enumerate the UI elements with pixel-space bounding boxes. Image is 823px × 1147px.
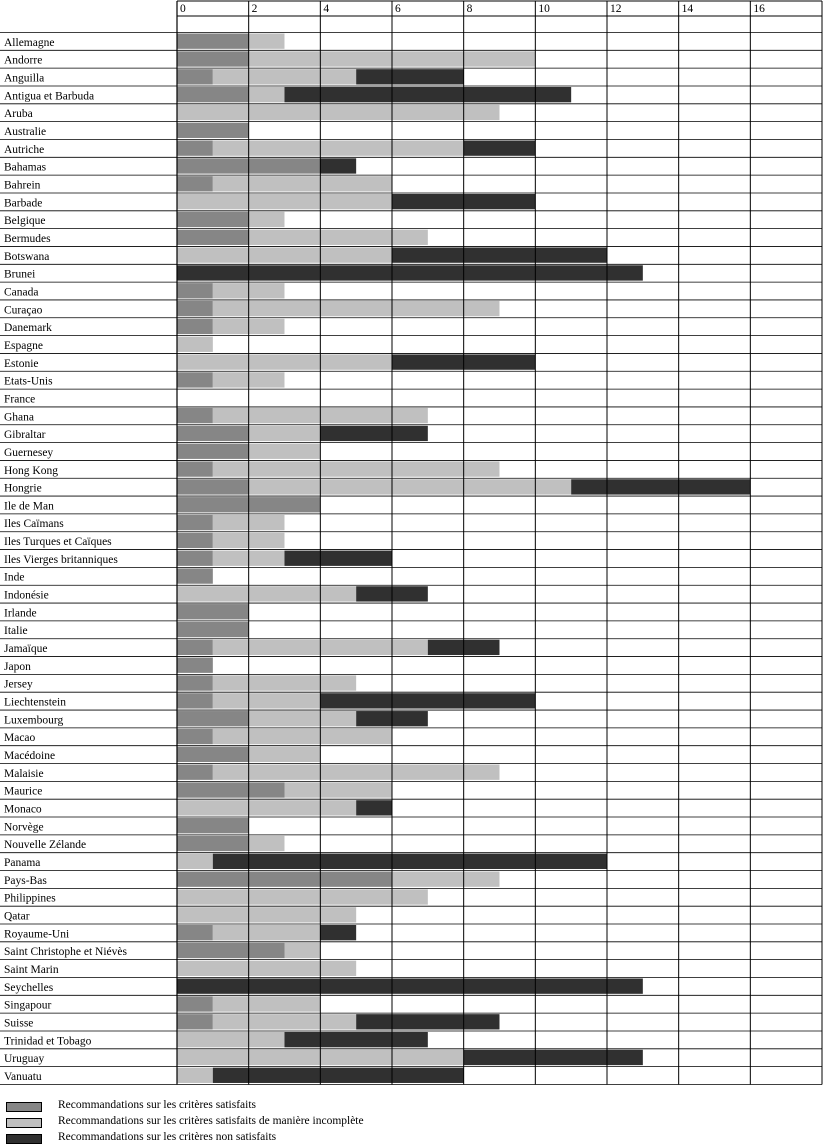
category-label-17: Espagne <box>4 339 43 352</box>
x-tick-label-12: 12 <box>610 3 622 15</box>
bar-not-satisfied-25 <box>571 479 750 494</box>
bar-not-satisfied-43 <box>356 800 392 815</box>
category-label-47: Pays-Bas <box>4 874 47 887</box>
bar-partial-4 <box>177 105 500 120</box>
bar-partial-37 <box>213 693 321 708</box>
category-label-23: Guernesey <box>4 446 54 459</box>
bar-partial-10 <box>249 212 285 227</box>
bar-satisfied-33 <box>177 622 249 637</box>
category-label-7: Bahamas <box>4 161 47 174</box>
category-label-56: Trinidad et Tobago <box>4 1035 92 1048</box>
category-label-43: Monaco <box>4 803 42 816</box>
bar-not-satisfied-55 <box>356 1014 499 1029</box>
bar-satisfied-44 <box>177 818 249 833</box>
category-label-44: Norvège <box>4 821 44 834</box>
bar-partial-6 <box>213 140 464 155</box>
category-label-50: Royaume-Uni <box>4 928 70 941</box>
bar-partial-24 <box>213 461 500 476</box>
bar-not-satisfied-7 <box>320 158 356 173</box>
bar-satisfied-2 <box>177 69 213 84</box>
bar-partial-47 <box>392 872 500 887</box>
category-label-45: Nouvelle Zélande <box>4 839 87 852</box>
bar-satisfied-14 <box>177 283 213 298</box>
category-label-14: Canada <box>4 286 39 299</box>
bar-satisfied-11 <box>177 230 249 245</box>
category-label-8: Bahrein <box>4 179 41 192</box>
category-label-57: Uruguay <box>4 1053 45 1066</box>
bar-partial-11 <box>249 230 428 245</box>
bar-satisfied-23 <box>177 444 249 459</box>
bar-satisfied-40 <box>177 747 249 762</box>
category-label-32: Irlande <box>4 607 37 620</box>
bar-satisfied-3 <box>177 87 249 102</box>
bar-not-satisfied-6 <box>464 140 536 155</box>
x-tick-label-6: 6 <box>395 3 401 15</box>
category-label-1: Andorre <box>4 54 43 67</box>
bar-satisfied-50 <box>177 925 213 940</box>
category-label-4: Aruba <box>4 108 33 121</box>
category-label-11: Bermudes <box>4 232 51 245</box>
bar-satisfied-6 <box>177 140 213 155</box>
bar-partial-0 <box>249 34 285 49</box>
bar-satisfied-51 <box>177 943 285 958</box>
bar-satisfied-8 <box>177 176 213 191</box>
category-label-30: Inde <box>4 571 25 584</box>
category-label-18: Estonie <box>4 357 39 370</box>
x-tick-label-14: 14 <box>681 3 694 15</box>
bar-partial-42 <box>285 782 393 797</box>
x-tick-label-16: 16 <box>753 3 765 15</box>
bar-satisfied-54 <box>177 996 213 1011</box>
category-label-12: Botswana <box>4 250 50 263</box>
category-label-13: Brunei <box>4 268 36 281</box>
bar-satisfied-47 <box>177 872 392 887</box>
bar-satisfied-32 <box>177 604 249 619</box>
bar-partial-8 <box>213 176 392 191</box>
category-label-21: Ghana <box>4 411 35 424</box>
x-tick-label-8: 8 <box>466 3 473 15</box>
category-label-33: Italie <box>4 625 28 638</box>
bar-not-satisfied-53 <box>177 978 643 993</box>
bar-satisfied-25 <box>177 479 249 494</box>
bar-partial-2 <box>213 69 356 84</box>
legend-swatch-partial <box>6 1118 42 1128</box>
legend-label-partial: Recommandations sur les critères satisfaits de manière incomplète <box>58 1115 364 1127</box>
bar-satisfied-35 <box>177 658 213 673</box>
bar-not-satisfied-2 <box>356 69 464 84</box>
bar-partial-50 <box>213 925 321 940</box>
bar-satisfied-39 <box>177 729 213 744</box>
bar-partial-22 <box>249 426 321 441</box>
bar-partial-31 <box>177 586 356 601</box>
x-tick-label-0: 0 <box>180 3 186 15</box>
bar-not-satisfied-12 <box>392 247 607 262</box>
bar-not-satisfied-22 <box>320 426 428 441</box>
bar-partial-18 <box>177 354 392 369</box>
bar-not-satisfied-50 <box>320 925 356 940</box>
category-label-5: Australie <box>4 125 47 138</box>
category-label-25: Hongrie <box>4 482 42 495</box>
category-label-20: France <box>4 393 36 406</box>
x-tick-label-2: 2 <box>251 3 258 15</box>
category-label-36: Jersey <box>4 678 33 691</box>
category-label-6: Autriche <box>4 143 45 156</box>
bar-not-satisfied-57 <box>464 1050 643 1065</box>
bar-partial-54 <box>213 996 321 1011</box>
bar-satisfied-55 <box>177 1014 213 1029</box>
bar-partial-48 <box>177 889 428 904</box>
bar-not-satisfied-29 <box>285 551 393 566</box>
legend-swatch-not-satisfied <box>6 1134 42 1144</box>
bar-partial-46 <box>177 854 213 869</box>
bar-partial-9 <box>177 194 392 209</box>
bar-partial-51 <box>285 943 321 958</box>
grid-layer <box>0 1 822 1084</box>
bar-not-satisfied-37 <box>320 693 535 708</box>
category-label-9: Barbade <box>4 197 43 210</box>
bar-satisfied-16 <box>177 319 213 334</box>
legend-swatch-satisfied <box>6 1102 42 1112</box>
bar-satisfied-1 <box>177 51 249 66</box>
bar-satisfied-41 <box>177 765 213 780</box>
bar-not-satisfied-56 <box>285 1032 428 1047</box>
category-label-53: Seychelles <box>4 981 54 994</box>
bar-partial-36 <box>213 675 356 690</box>
category-label-27: Iles Caïmans <box>4 518 64 531</box>
x-tick-label-4: 4 <box>323 3 330 15</box>
category-label-16: Danemark <box>4 322 52 335</box>
bar-partial-52 <box>177 961 356 976</box>
bar-partial-40 <box>249 747 321 762</box>
bar-satisfied-42 <box>177 782 285 797</box>
bar-partial-56 <box>177 1032 285 1047</box>
bar-satisfied-0 <box>177 34 249 49</box>
category-label-39: Macao <box>4 732 36 745</box>
category-label-15: Curaçao <box>4 304 43 317</box>
bar-partial-15 <box>213 301 500 316</box>
category-label-51: Saint Christophe et Niévès <box>4 946 127 959</box>
bar-partial-55 <box>213 1014 356 1029</box>
category-label-40: Macédoine <box>4 750 56 763</box>
bar-satisfied-37 <box>177 693 213 708</box>
bar-not-satisfied-46 <box>213 854 607 869</box>
category-label-26: Ile de Man <box>4 500 54 513</box>
category-label-58: Vanuatu <box>4 1070 42 1083</box>
category-label-38: Luxembourg <box>4 714 64 727</box>
bar-satisfied-36 <box>177 675 213 690</box>
bar-partial-25 <box>249 479 572 494</box>
bar-satisfied-22 <box>177 426 249 441</box>
category-label-31: Indonésie <box>4 589 49 602</box>
bar-satisfied-10 <box>177 212 249 227</box>
x-tick-label-10: 10 <box>538 3 550 15</box>
legend-label-not-satisfied: Recommandations sur les critères non satisfaits <box>58 1131 277 1143</box>
bar-satisfied-28 <box>177 533 213 548</box>
bar-partial-12 <box>177 247 392 262</box>
bar-satisfied-30 <box>177 568 213 583</box>
category-label-24: Hong Kong <box>4 464 58 477</box>
bar-satisfied-15 <box>177 301 213 316</box>
category-label-10: Belgique <box>4 215 46 228</box>
bar-not-satisfied-58 <box>213 1068 464 1083</box>
bar-partial-39 <box>213 729 392 744</box>
bar-satisfied-34 <box>177 640 213 655</box>
bar-partial-38 <box>249 711 356 726</box>
category-label-22: Gibraltar <box>4 429 46 442</box>
bar-partial-43 <box>177 800 356 815</box>
bar-partial-3 <box>249 87 285 102</box>
bar-partial-49 <box>177 907 356 922</box>
category-label-19: Etats-Unis <box>4 375 53 388</box>
bar-satisfied-19 <box>177 372 213 387</box>
category-label-42: Maurice <box>4 785 43 798</box>
bar-satisfied-21 <box>177 408 213 423</box>
category-label-37: Liechtenstein <box>4 696 66 709</box>
category-label-46: Panama <box>4 857 41 870</box>
bar-not-satisfied-13 <box>177 265 643 280</box>
labels-layer <box>4 3 765 1083</box>
bar-partial-45 <box>249 836 285 851</box>
bar-satisfied-27 <box>177 515 213 530</box>
bar-satisfied-24 <box>177 461 213 476</box>
category-label-41: Malaisie <box>4 767 44 780</box>
category-label-29: Iles Vierges britanniques <box>4 553 118 566</box>
bar-satisfied-38 <box>177 711 249 726</box>
bar-satisfied-29 <box>177 551 213 566</box>
bar-partial-23 <box>249 444 321 459</box>
category-label-0: Allemagne <box>4 36 55 49</box>
bar-satisfied-45 <box>177 836 249 851</box>
category-label-48: Philippines <box>4 892 56 905</box>
category-label-54: Singapour <box>4 999 52 1012</box>
legend-label-satisfied: Recommandations sur les critères satisfaits <box>58 1099 257 1111</box>
category-label-52: Saint Marin <box>4 963 59 976</box>
category-label-3: Antigua et Barbuda <box>4 90 95 103</box>
category-label-2: Anguilla <box>4 72 45 85</box>
bar-partial-17 <box>177 337 213 352</box>
category-label-34: Jamaïque <box>4 643 48 656</box>
category-label-28: Iles Turques et Caïques <box>4 536 112 549</box>
bar-partial-58 <box>177 1068 213 1083</box>
bar-satisfied-5 <box>177 123 249 138</box>
category-label-55: Suisse <box>4 1017 34 1030</box>
bar-partial-41 <box>213 765 500 780</box>
category-label-35: Japon <box>4 660 31 673</box>
bar-not-satisfied-3 <box>285 87 572 102</box>
category-label-49: Qatar <box>4 910 30 923</box>
